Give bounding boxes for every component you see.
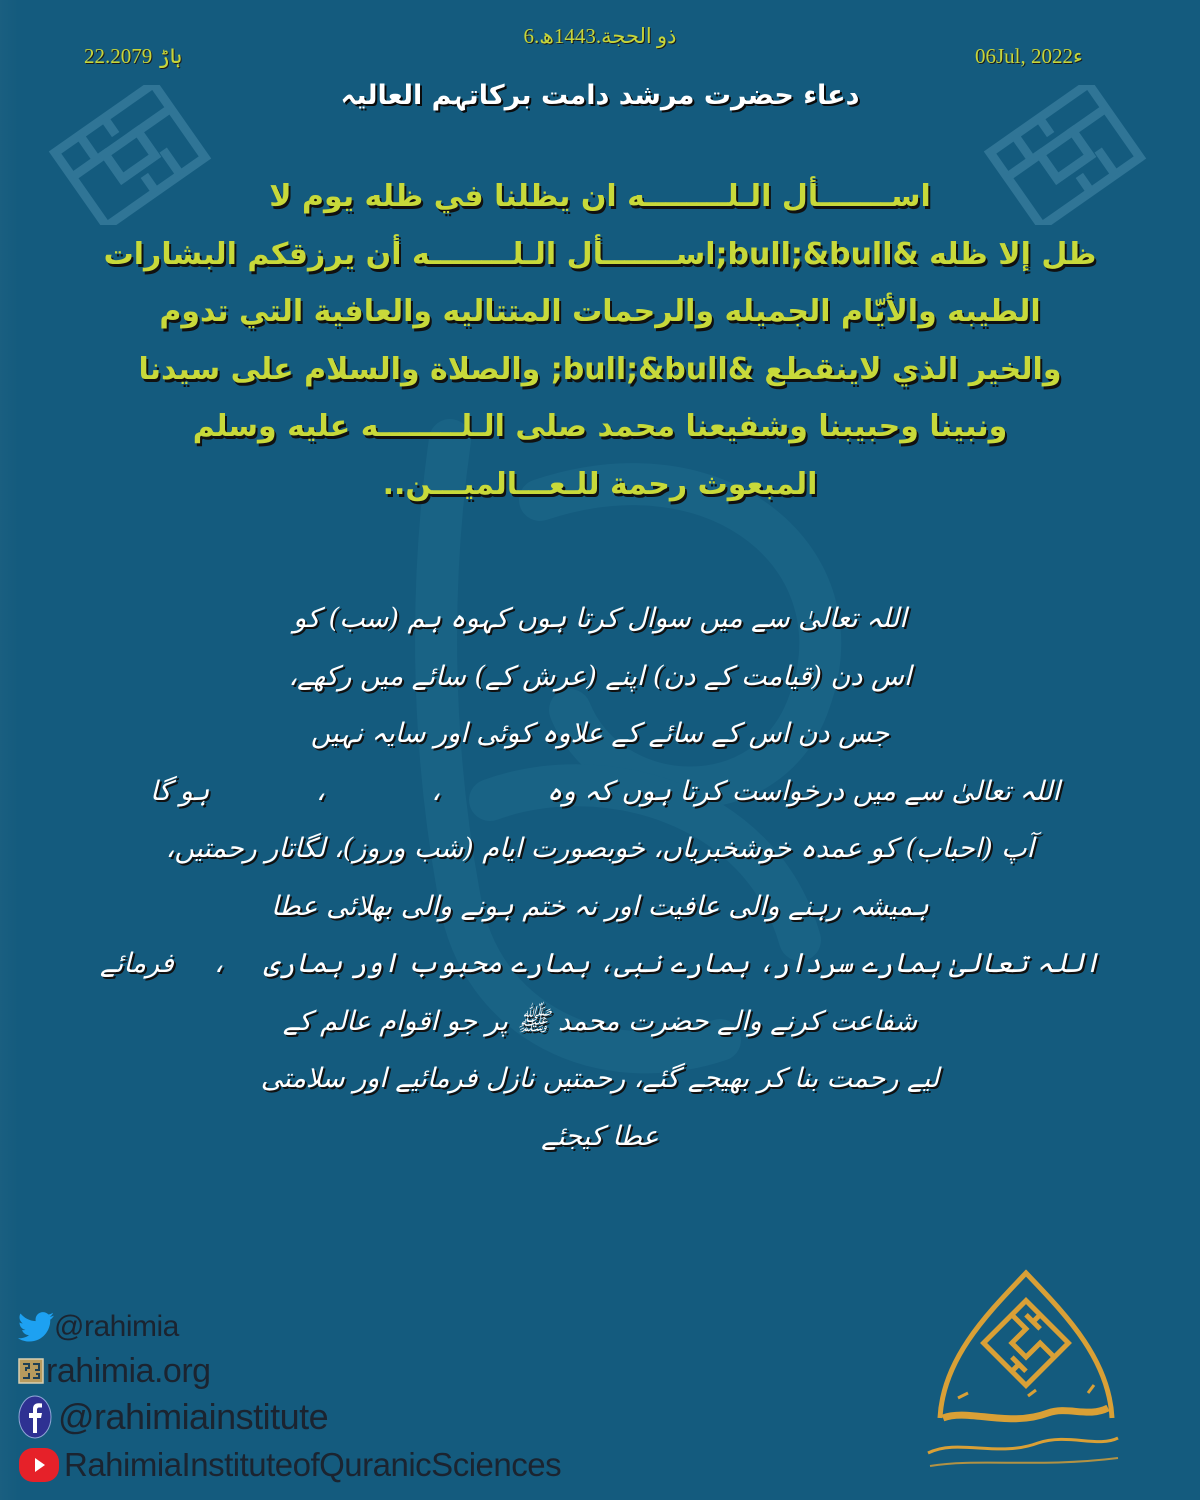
urdu-line: آپ (احباب) کو عمدہ خوشخبریاں، خوبصورت ایام (شب وروز)، لگاتار رحمتیں،: [165, 833, 1035, 864]
arabic-line: والخير الذي لاينقطع &bull;&bull; والصلاة والسلام على سيدنا: [138, 351, 1062, 387]
website-link[interactable]: [18, 1349, 561, 1393]
urdu-fragment: اللہ تعالیٰ سے میں درخواست کرتا ہوں کہ وہ: [546, 775, 1060, 807]
urdu-line: [80, 935, 1120, 993]
twitter-link[interactable]: [18, 1305, 561, 1349]
website-url: rahimia.org: [46, 1351, 211, 1390]
urdu-fragment: فرمائے: [100, 948, 174, 979]
twitter-handle: @rahimia: [54, 1310, 179, 1343]
facebook-link[interactable]: [18, 1393, 561, 1441]
arabic-line: ظل إلا ظله &bull;&bull;اســـــــأل الـلــــــــه أن يرزقكم البشارات: [103, 236, 1097, 272]
youtube-link[interactable]: [18, 1441, 561, 1489]
arabic-line: اســـــــأل الـلــــــــه ان يظلنا في ظله يوم لا: [269, 179, 931, 214]
urdu-line: شفاعت کرنے والے حضرت محمد ﷺ پر جو اقوام عالم کے: [282, 1005, 918, 1037]
urdu-fragment: ،: [214, 948, 223, 979]
arabic-dua-text: [100, 168, 1100, 513]
urdu-fragment: ،: [431, 775, 441, 807]
urdu-line: اس دن (قیامت کے دن) اپنے (عرش کے) سائے میں رکھے،: [288, 660, 912, 692]
website-icon: [18, 1358, 44, 1384]
urdu-line: جس دن اس کے سائے کے علاوہ کوئی اور سایہ نہیں: [310, 718, 890, 749]
page-title: دعاء حضرت مرشد دامت برکاتہم العالیہ: [340, 80, 860, 111]
urdu-fragment: ہو گا: [150, 775, 210, 807]
arabic-line: الطيبه والأيّام الجميله والرحمات المتتاليه والعافية التي تدوم: [159, 294, 1041, 329]
youtube-icon: [18, 1447, 60, 1483]
hijri-date: 6.ذو الحجة.1443ھ: [523, 24, 677, 48]
urdu-line: لیے رحمت بنا کر بھیجے گئے، رحمتیں نازل فرمائیے اور سلامتی: [260, 1063, 940, 1094]
youtube-channel: RahimiaInstituteofQuranicSciences: [64, 1446, 562, 1483]
social-links: [18, 1305, 561, 1489]
urdu-fragment: ،: [316, 775, 325, 807]
facebook-icon: [18, 1395, 52, 1439]
urdu-line: اللہ تعالیٰ سے میں سوال کرتا ہوں کہوہ ہم (سب) کو: [293, 603, 907, 634]
bikrami-date: 22.ہاڑ 2079: [84, 44, 183, 68]
urdu-translation-text: [80, 590, 1120, 1165]
arabic-line: المبعوث رحمة للـعـــالميـــن..: [382, 466, 818, 502]
arabic-line: ونبينا وحبيبنا وشفيعنا محمد صلى الـلــــــــه عليه وسلم: [192, 409, 1008, 444]
twitter-icon: [18, 1312, 54, 1342]
facebook-handle: @rahimiainstitute: [58, 1396, 329, 1437]
rahimia-logo: [918, 1268, 1134, 1478]
urdu-line: [80, 763, 1120, 821]
gregorian-date: 06Jul, 2022ء: [975, 44, 1083, 68]
urdu-line: عطا کیجئے: [541, 1120, 659, 1152]
urdu-line: ہمیشہ رہنے والی عافیت اور نہ ختم ہونے والی بھلائی عطا: [271, 890, 929, 922]
background-edge: [0, 0, 18, 1500]
urdu-fragment: اللہ تعالیٰ ہمارے سردار، ہمارے نبی، ہمارے محبوب اور ہماری: [263, 948, 1100, 979]
